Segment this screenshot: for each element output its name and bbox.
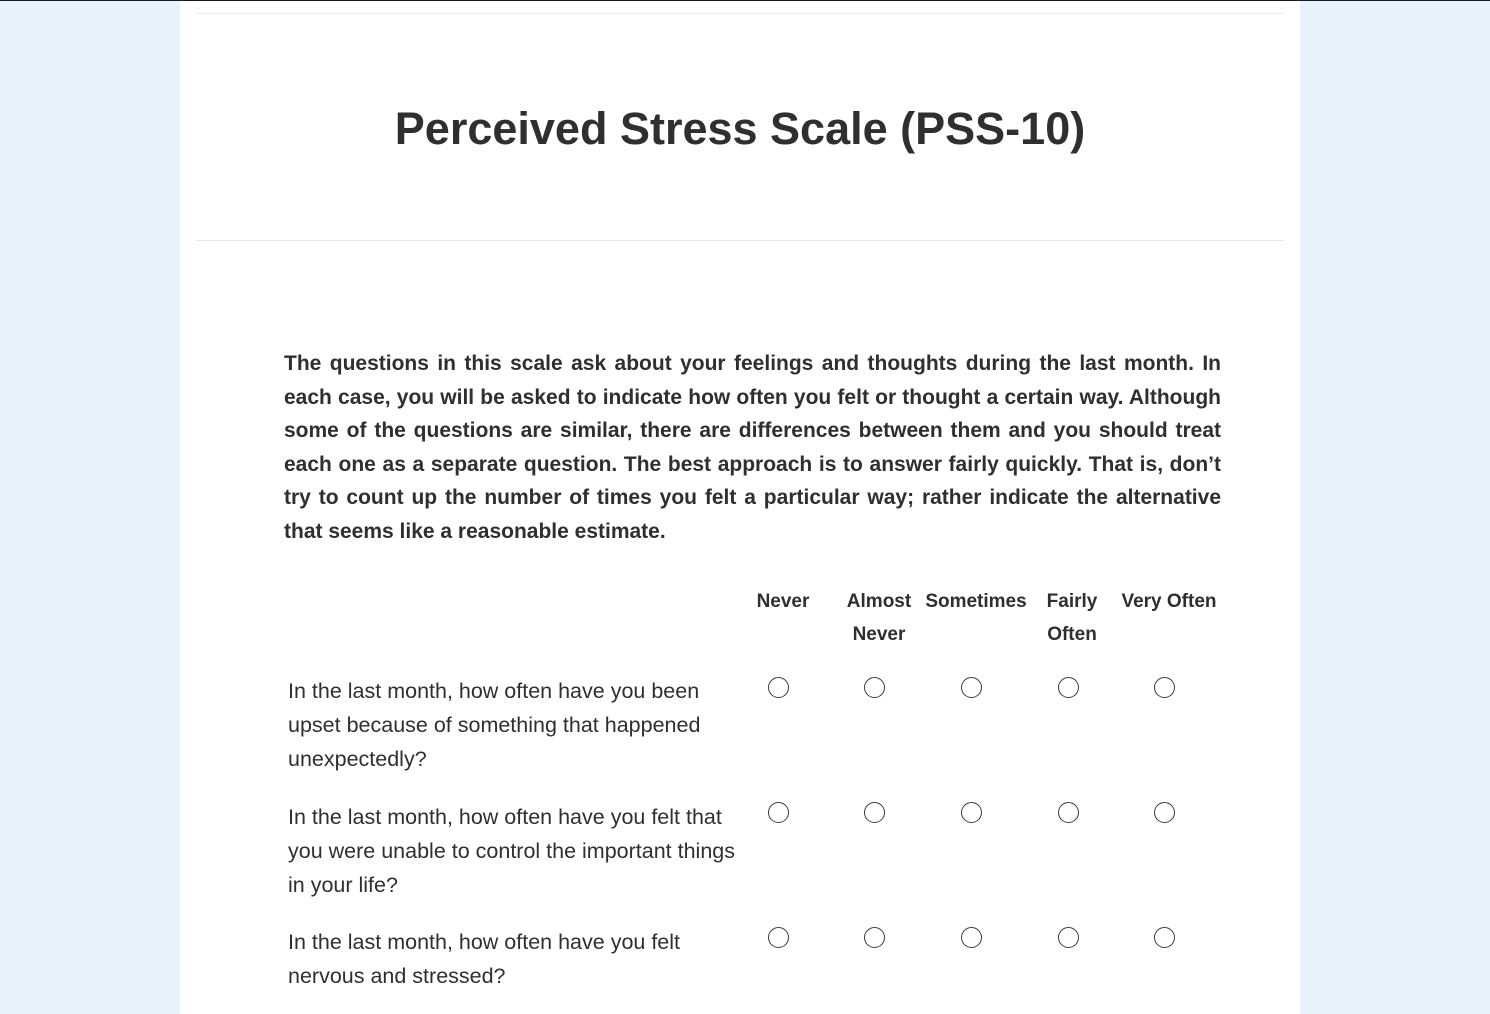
radio-q3-never[interactable]	[768, 927, 789, 948]
card-top-divider	[196, 13, 1284, 14]
radio-q3-sometimes[interactable]	[961, 927, 982, 948]
scale-label-line: Never	[852, 624, 906, 645]
radio-q1-almost-never[interactable]	[864, 677, 885, 698]
instructions-text: The questions in this scale ask about your feelings and thoughts during the last month. In each case, you will be asked to indicate how often you felt or thought a certain way. Although some of the questions are similar, there are differences between them and you should treat each one as a separate question. The best approach is to answer fairly quickly. That is, don’t try to count up the number of times you felt a particular way; rather indicate the alternative that seems like a reasonable estimate.	[284, 352, 1221, 543]
question-text: In the last month, how often have you felt that you were unable to control the important things in your life?	[288, 805, 735, 897]
radio-q3-very-often[interactable]	[1154, 927, 1175, 948]
radio-q2-fairly-often[interactable]	[1058, 802, 1079, 823]
scale-label-sometimes	[921, 585, 1031, 618]
question-text: In the last month, how often have you been upset because of something that happened unexpectedly?	[288, 679, 701, 771]
scale-label-line: Never	[756, 591, 810, 612]
radio-q1-sometimes[interactable]	[961, 677, 982, 698]
radio-q2-never[interactable]	[768, 802, 789, 823]
form-card	[180, 1, 1300, 1014]
radio-q1-never[interactable]	[768, 677, 789, 698]
radio-q2-almost-never[interactable]	[864, 802, 885, 823]
scale-label-never	[733, 585, 833, 618]
radio-q1-very-often[interactable]	[1154, 677, 1175, 698]
scale-label-line: Fairly	[1046, 591, 1098, 612]
radio-q2-sometimes[interactable]	[961, 802, 982, 823]
radio-q3-almost-never[interactable]	[864, 927, 885, 948]
radio-q3-fairly-often[interactable]	[1058, 927, 1079, 948]
scale-label-line: Almost	[846, 591, 912, 612]
scale-label-line: Sometimes	[925, 591, 1027, 612]
scale-header	[180, 585, 1300, 655]
question-text: In the last month, how often have you felt nervous and stressed?	[288, 930, 681, 988]
page-title: Perceived Stress Scale (PSS-10)	[394, 103, 1086, 154]
scale-label-line: Very Often	[1121, 591, 1217, 612]
radio-q1-fairly-often[interactable]	[1058, 677, 1079, 698]
scale-label-very-often	[1114, 585, 1224, 618]
scale-label-fairly-often	[1022, 585, 1122, 651]
scale-label-line: Often	[1047, 624, 1097, 645]
header-divider	[196, 240, 1284, 241]
radio-q2-very-often[interactable]	[1154, 802, 1175, 823]
scale-label-almost-never	[829, 585, 929, 651]
